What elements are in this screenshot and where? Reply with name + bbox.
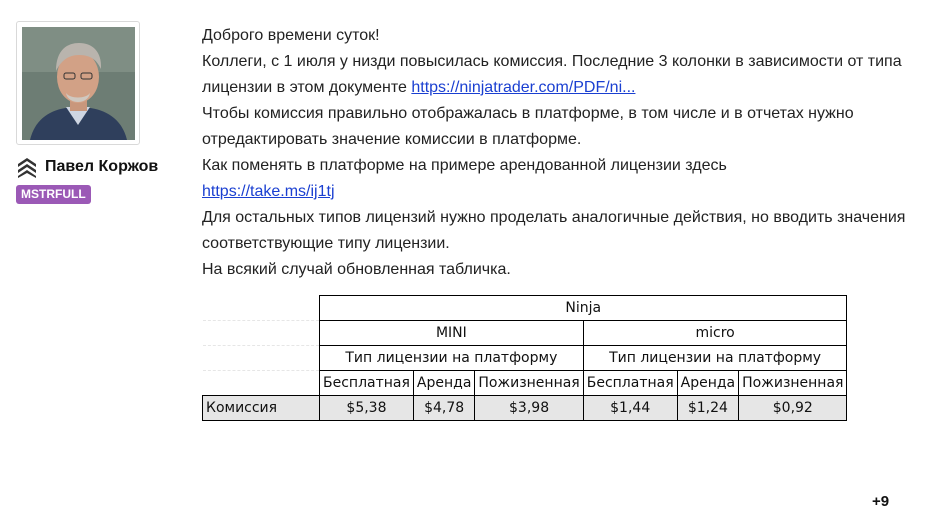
reaction-count[interactable]: +9 bbox=[872, 493, 890, 510]
message-line: Коллеги, с 1 июля у низди повысилась комиссия. Последние 3 колонки в зависимости от типа лицензии в этом документе https://ninjatrader.com/PDF/ni... bbox=[202, 53, 902, 96]
commission-table bbox=[202, 295, 847, 421]
table-column-header: Пожизненная bbox=[475, 371, 583, 396]
author-name[interactable]: Павел Коржов bbox=[45, 158, 159, 175]
table-column-header: Аренда bbox=[677, 371, 739, 396]
table-subheader: Тип лицензии на платформу bbox=[320, 346, 584, 371]
message-line: Доброго времени суток! bbox=[202, 27, 380, 44]
table-header-ninja: Ninja bbox=[320, 296, 847, 321]
table-subheader: Тип лицензии на платформу bbox=[583, 346, 847, 371]
table-row-label: Комиссия bbox=[203, 396, 320, 421]
avatar-frame[interactable] bbox=[16, 21, 140, 145]
table-column-header: Аренда bbox=[413, 371, 475, 396]
message-line bbox=[202, 179, 917, 205]
table-column-header: Бесплатная bbox=[320, 371, 414, 396]
table-cell: $4,78 bbox=[413, 396, 475, 421]
table-cell: $0,92 bbox=[739, 396, 847, 421]
commission-table-image[interactable] bbox=[202, 295, 847, 421]
message-line: Как поменять в платформе на примере арендованной лицензии здесь bbox=[202, 157, 727, 174]
message-body bbox=[202, 23, 917, 283]
user-badge: MSTRFULL bbox=[16, 185, 91, 204]
table-cell: $3,98 bbox=[475, 396, 583, 421]
avatar[interactable] bbox=[22, 27, 135, 140]
table-column-header: Бесплатная bbox=[583, 371, 677, 396]
table-column-header: Пожизненная bbox=[739, 371, 847, 396]
ninjatrader-pdf-link[interactable]: https://ninjatrader.com/PDF/ni... bbox=[411, 79, 636, 96]
message-line: Чтобы комиссия правильно отображалась в платформе, в том числе и в отчетах нужно отредактировать значение комиссии в платформе. bbox=[202, 105, 854, 148]
message-line: На всякий случай обновленная табличка. bbox=[202, 261, 511, 278]
take-ms-link[interactable]: https://take.ms/ij1tj bbox=[202, 183, 335, 200]
message-line: Для остальных типов лицензий нужно проделать аналогичные действия, но вводить значения соответствующие типу лицензии. bbox=[202, 209, 906, 252]
table-cell: $5,38 bbox=[320, 396, 414, 421]
author-block bbox=[16, 156, 158, 178]
table-group-micro: micro bbox=[583, 321, 847, 346]
table-cell: $1,24 bbox=[677, 396, 739, 421]
table-cell: $1,44 bbox=[583, 396, 677, 421]
rank-chevrons-icon bbox=[16, 156, 38, 178]
table-group-mini: MINI bbox=[320, 321, 584, 346]
avatar-photo-icon bbox=[22, 27, 135, 140]
